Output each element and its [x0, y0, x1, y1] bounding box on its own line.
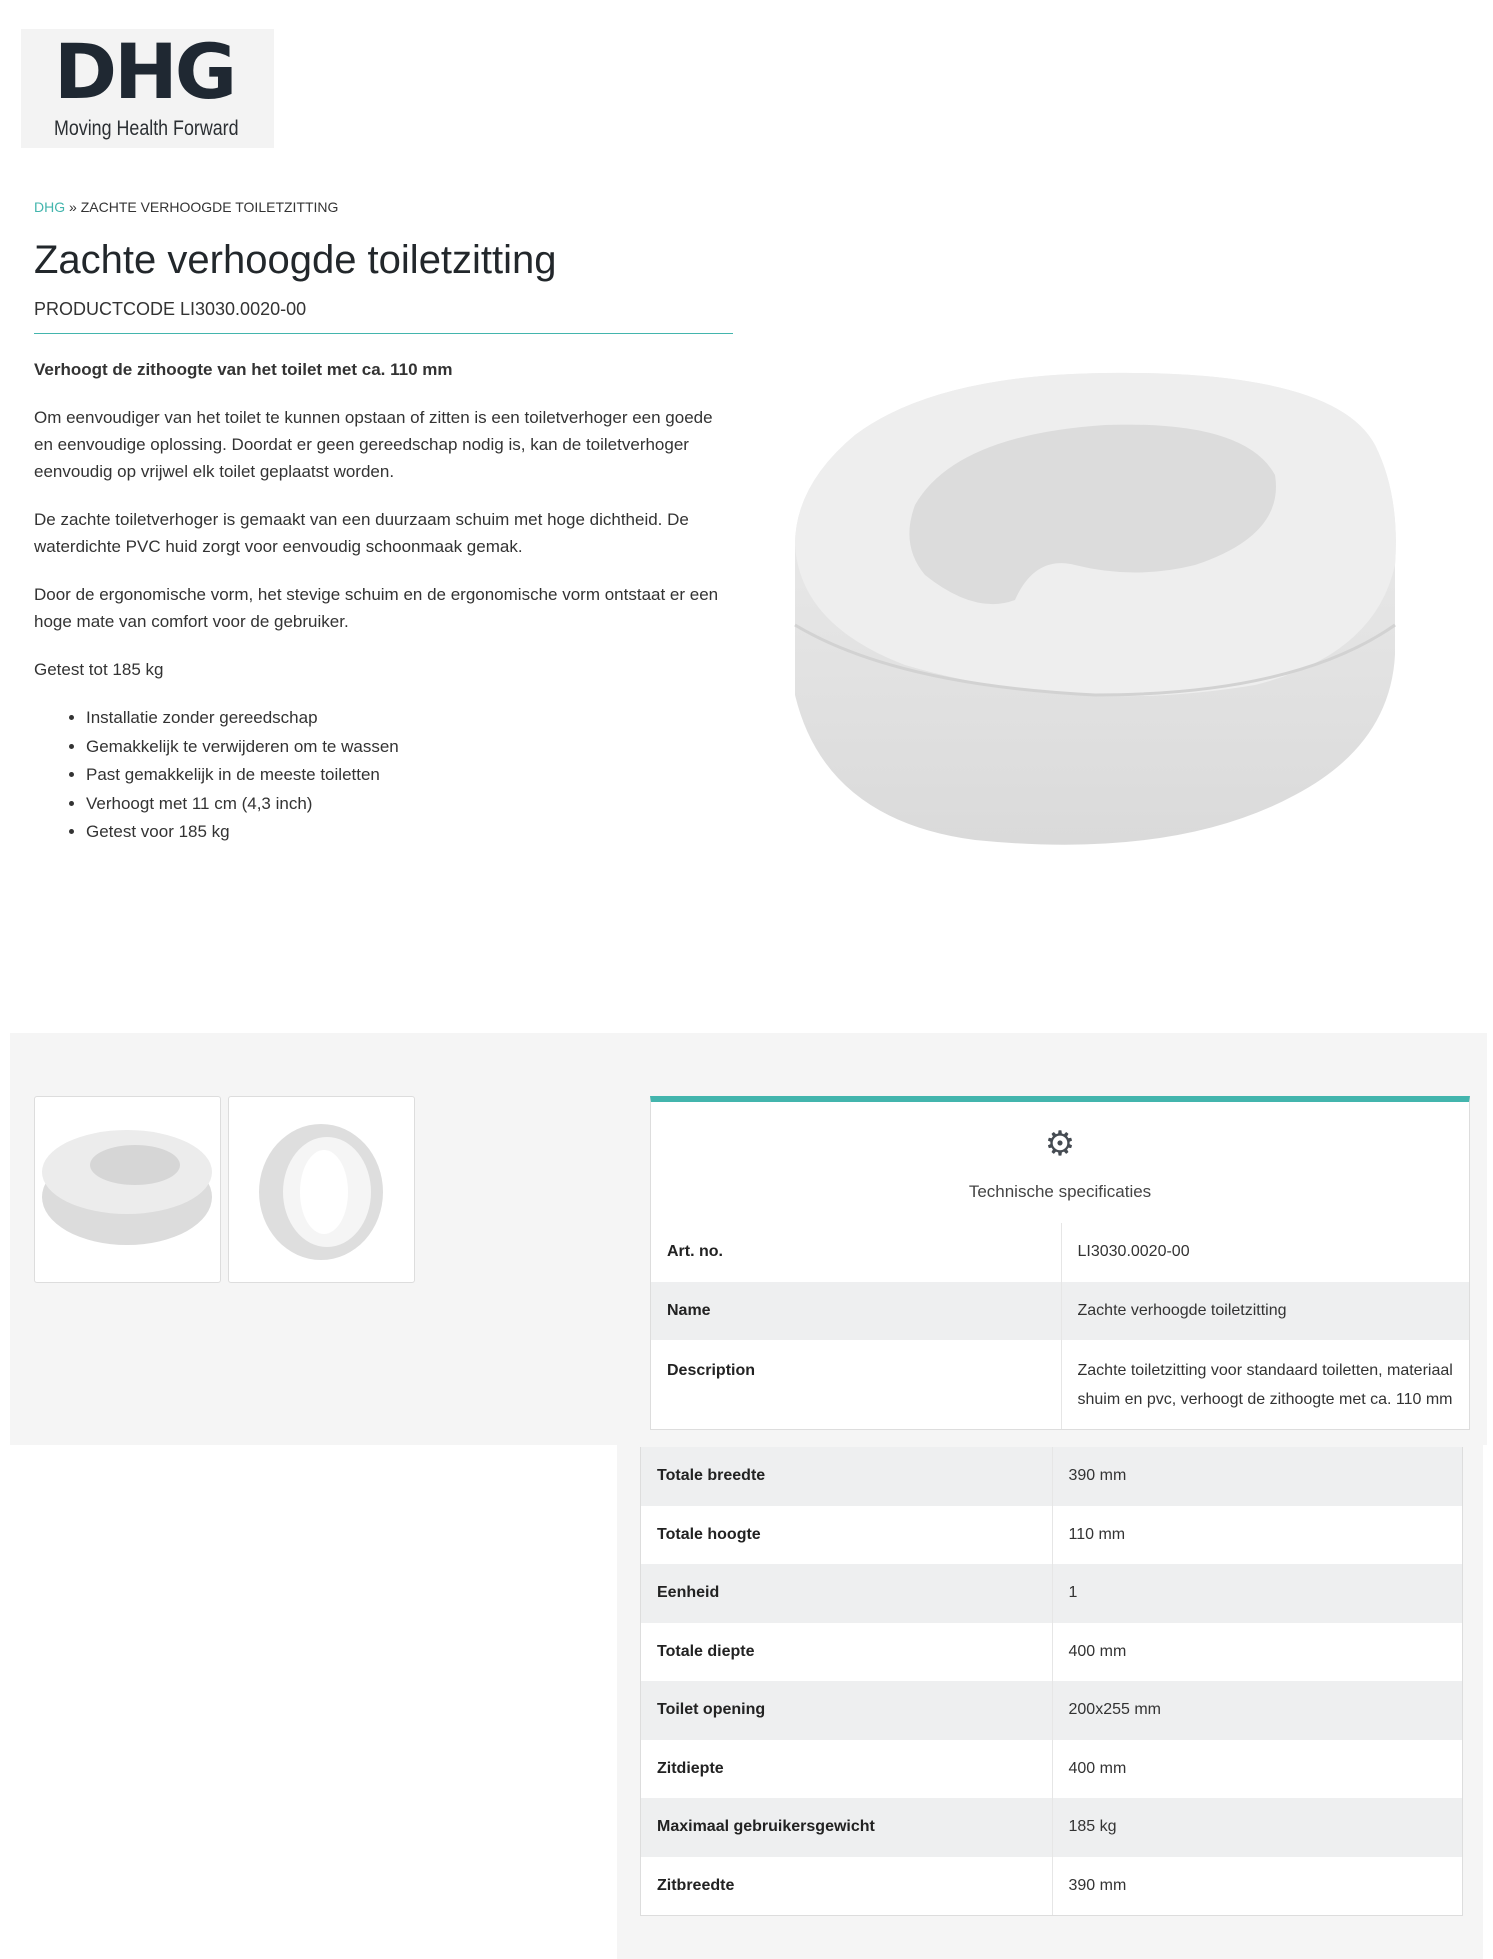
spec-value: 400 mm: [1068, 1759, 1127, 1777]
table-row: [641, 1740, 1462, 1799]
table-row: [651, 1282, 1469, 1341]
spec-label: Totale hoogte: [641, 1506, 1052, 1565]
divider: [34, 333, 733, 334]
spec-value: Zachte toiletzitting voor standaard toiletten, materiaal shuim en pvc, verhoogt de zithoogte met ca. 110 mm: [1077, 1362, 1453, 1408]
spec-label: Description: [651, 1340, 1061, 1430]
paragraph: De zachte toiletverhoger is gemaakt van een duurzaam schuim met hoge dichtheid. De waterdichte PVC huid zorgt voor eenvoudig schoonmaak gemak.: [34, 510, 689, 556]
breadcrumb-separator: »: [69, 199, 77, 215]
spec-label: Name: [651, 1282, 1061, 1341]
paragraph: Door de ergonomische vorm, het stevige schuim en de ergonomische vorm ontstaat er een hoge mate van comfort voor de gebruiker.: [34, 585, 719, 631]
list-item: • Past gemakkelijk in de meeste toiletten: [86, 761, 734, 790]
breadcrumb-current: ZACHTE VERHOOGDE TOILETZITTING: [80, 199, 339, 215]
table-row: [651, 1223, 1469, 1282]
product-image: [775, 365, 1465, 890]
thumbnail-image: [229, 1097, 414, 1282]
list-item: • Getest voor 185 kg: [86, 818, 734, 847]
list-item: • Verhoogt met 11 cm (4,3 inch): [86, 790, 734, 819]
thumbnail-2[interactable]: [228, 1096, 415, 1283]
spec-table-continued: [640, 1447, 1463, 1916]
spec-label: Maximaal gebruikersgewicht: [641, 1798, 1052, 1857]
gear-icon: ⚙: [1044, 1125, 1076, 1163]
spec-value: 185 kg: [1052, 1798, 1462, 1857]
spec-value: Zachte verhoogde toiletzitting: [1061, 1282, 1469, 1341]
table-row: [641, 1681, 1462, 1740]
table-row: [641, 1798, 1462, 1857]
breadcrumb: [34, 199, 338, 215]
spec-label: Eenheid: [641, 1564, 1052, 1623]
table-row: [641, 1623, 1462, 1682]
paragraph: Om eenvoudiger van het toilet te kunnen opstaan of zitten is een toiletverhoger een goede en eenvoudige oplossing. Doordat er geen gereedschap nodig is, kan de toiletverhoger eenvoudig op vrijwel elk toilet geplaatst worden.: [34, 408, 713, 481]
spec-value: LI3030.0020-00: [1077, 1243, 1190, 1261]
spec-value: 200x255 mm: [1052, 1681, 1462, 1740]
spec-value: 400 mm: [1068, 1642, 1127, 1660]
table-row: [641, 1506, 1462, 1565]
product-code: PRODUCTCODE LI3030.0020-00: [34, 299, 307, 319]
logo-tagline: Moving Health Forward: [54, 117, 239, 140]
spec-label: Totale diepte: [641, 1623, 1052, 1682]
spec-label: Totale breedte: [641, 1447, 1052, 1506]
feature-list: [86, 704, 734, 847]
spec-heading: Technische specificaties: [968, 1182, 1152, 1201]
spec-label: Zitdiepte: [641, 1740, 1052, 1799]
spec-card: [650, 1096, 1470, 1430]
table-row: [641, 1564, 1462, 1623]
table-row: [641, 1447, 1462, 1506]
dhg-logo[interactable]: [21, 29, 274, 148]
table-row: [651, 1340, 1469, 1430]
spec-label: Toilet opening: [641, 1681, 1052, 1740]
lead-text: Verhoogt de zithoogte van het toilet met ca. 110 mm: [34, 360, 453, 379]
spec-value: 110 mm: [1068, 1525, 1126, 1543]
breadcrumb-home-link[interactable]: DHG: [34, 199, 66, 215]
spec-label: Art. no.: [651, 1223, 1061, 1282]
table-row: [641, 1857, 1462, 1916]
spec-value: 390 mm: [1052, 1447, 1462, 1506]
list-item: • Gemakkelijk te verwijderen om te wassen: [86, 733, 734, 762]
spec-label: Zitbreedte: [641, 1857, 1052, 1916]
thumbnail-image: [35, 1097, 220, 1282]
spec-value: 1: [1052, 1564, 1462, 1623]
list-item: • Installatie zonder gereedschap: [86, 704, 734, 733]
logo-mark: DHG: [54, 27, 235, 116]
thumbnail-1[interactable]: [34, 1096, 221, 1283]
spec-table: [651, 1223, 1469, 1430]
page-title: Zachte verhoogde toiletzitting: [34, 238, 557, 282]
spec-value: 390 mm: [1068, 1876, 1127, 1894]
product-description: [34, 356, 734, 847]
paragraph: Getest tot 185 kg: [34, 660, 164, 679]
